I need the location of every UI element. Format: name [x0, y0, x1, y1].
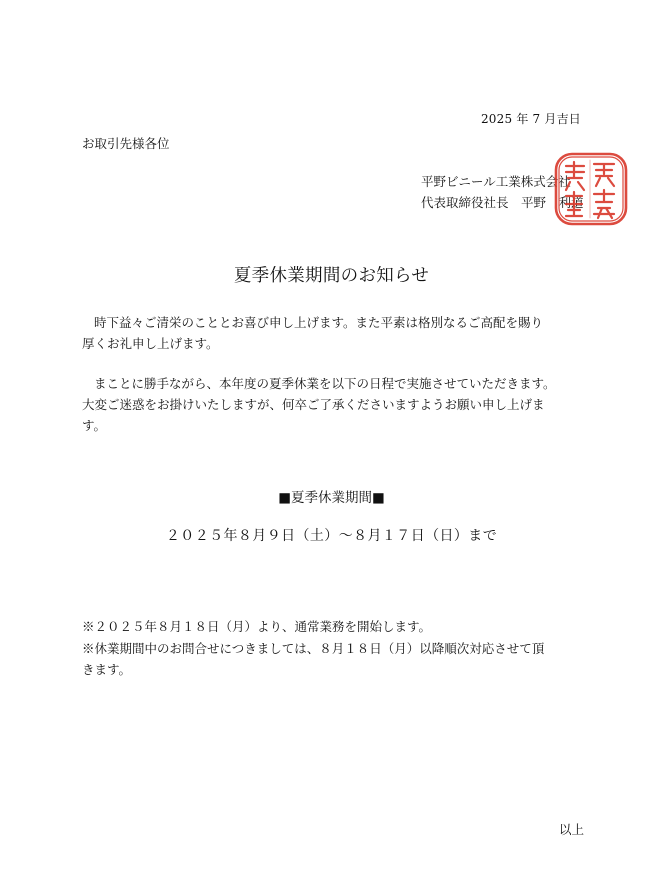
representative-name: 代表取締役社長 平野 利道: [421, 195, 584, 210]
greeting-paragraph: [82, 312, 582, 354]
period-heading: ■夏季休業期間■: [278, 490, 385, 506]
company-seal-stamp-icon: [552, 150, 630, 228]
company-name: 平野ビニール工業株式会社: [421, 174, 571, 189]
notice-paragraph: [82, 373, 582, 436]
paragraph-line: 厚くお礼申し上げます。: [82, 336, 219, 351]
notice-title: 夏季休業期間のお知らせ: [233, 266, 430, 286]
resume-business-note: ※２０２５年８月１８日（月）より、通常業務を開始します。: [82, 619, 432, 634]
paragraph-line: す。: [82, 418, 107, 433]
paragraph-line: まことに勝手ながら、本年度の夏季休業を以下の日程で実施させていただきます。: [94, 376, 556, 391]
paragraph-line: 大変ご迷惑をお掛けいたしますが、何卒ご了承くださいますようお願い申し上げま: [82, 397, 545, 412]
note-line: きます。: [82, 662, 132, 677]
inquiry-note: [82, 638, 544, 680]
closing-word: 以上: [559, 822, 585, 837]
recipient: お取引先様各位: [82, 136, 170, 151]
document-date: 2025 年 7 月吉日: [480, 112, 581, 126]
paragraph-line: 時下益々ご清栄のこととお喜び申し上げます。また平素は格別なるご高配を賜り: [94, 315, 544, 330]
holiday-period-dates: ２０２５年８月９日（土）～８月１７日（日）まで: [165, 528, 498, 544]
note-line: ※休業期間中のお問合せにつきましては、８月１８日（月）以降順次対応させて頂: [82, 641, 545, 656]
